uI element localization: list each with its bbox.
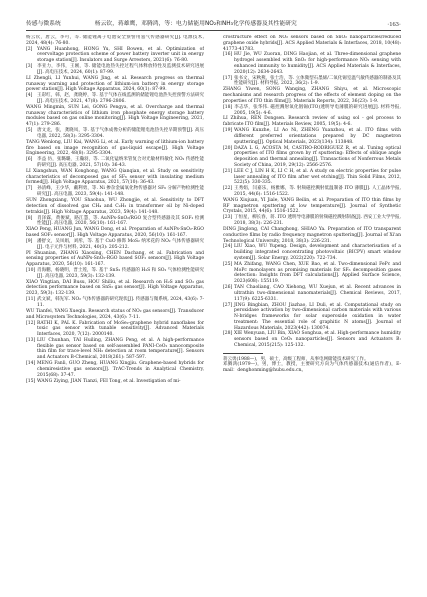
- author-bio: 邓腾鸿(1979—)，男，博士，教授，主要研究方向为气体传感器技术(通信作者)，E-mail：denghonming@hubu.edu.cn。: [223, 362, 401, 374]
- reference-text: LI Zhihua, REN Dongsen. Research review of using sol - gel process to fabricate ITO film[J]. Materials Review, 2005, 19(5): 4-6.: [223, 116, 401, 128]
- reference-entry: [26, 35, 204, 47]
- reference-column-left: [26, 35, 204, 593]
- reference-text: RATHI K, PAL K. Fabrication of MoSe₂-graphene hybrid nanoflakes for toxic gas sensor with tunable sensitivity[J]. Advanced Materials Interfaces, 2020, 7(12): 2000140.: [37, 320, 204, 337]
- reference-entry: [26, 338, 204, 361]
- reference-number: [25]: [223, 261, 233, 267]
- author-bios: [223, 357, 401, 374]
- reference-text: 肖海鹏，杨晓明，晋士莲，等. 基于 SnS₂ 传感器的 H₂S 和 SO₂ 气体检测性能研究[J]. 高压电器, 2023, 59(3): 132-139.: [37, 268, 204, 279]
- reference-number: [5]: [26, 128, 33, 134]
- reference-text: XIAO Yingtian, DAI Busu, HOU Shiliu, et al. Research on H₂S and SO₂ gas detection performance based on SnS₂ gas sensor[J]. High Voltage Apparatus, 2023, 59(3): 132-139.: [26, 279, 204, 297]
- journal-name: 传感与微系统: [26, 21, 61, 27]
- reference-text: 肖泽霖，黄俊斌，路江慧，等. AuNPs-SnO₂/RGO 复合型传感器及其 SOF₂ 检测性能[J]. 高压电器, 2020, 56(10): 161-167.: [37, 215, 204, 227]
- running-header: [26, 19, 401, 30]
- reference-number: [8]: [26, 215, 33, 221]
- reference-entry: [26, 251, 204, 268]
- reference-number: [3]: [26, 64, 33, 70]
- reference-entry: [223, 128, 401, 145]
- reference-text: 孙清峰，王少华，戴利勇，等. Ni 掺杂金属氧化物传感器对 SF₆ 分解产物检测性能研究[J]. 高压电器, 2023, 59(4): 141-148.: [37, 186, 204, 198]
- reference-entry: [223, 169, 401, 186]
- reference-text: WANG Mingmin, SUN Lei, GONG Pengya, et al. Overcharge and thermal runaway characteristics of lithium iron phosphate energy storage battery modules based on gas online monitoring[J]. High Voltage Engineering, 2021, 47(1): 279-286.: [26, 104, 204, 128]
- reference-number: [20]: [223, 145, 233, 151]
- reference-entry: [223, 87, 401, 104]
- reference-text: 武文斌，韩先军. NO₂ 气体传感器的研究现状[J]. 传感器与微系统, 2024, 43(6): 7-11.: [37, 297, 204, 308]
- reference-number: [14]: [26, 361, 36, 367]
- reference-entry: [26, 309, 204, 321]
- reference-entry: [223, 116, 401, 128]
- reference-number: [19]: [223, 128, 233, 134]
- reference-text: 李益 仿，张璐璐，王瀚羽，等. 二氧化锰纳米管复合对光敏材料敏化 NO₂ 传感性能的研究[J]. 高压电器, 2021, 57(10): 36-43.: [37, 157, 204, 168]
- reference-number: [6]: [26, 157, 33, 163]
- reference-text: LEE C J, LIN H K, LI C H, et al. A study on electric properties for pulse laser annealing of ITO film after wet etching[J]. Thin Solid Films, 2012, 522(5): 330-335.: [234, 168, 401, 186]
- reference-text: LIU Xiao, WU Yupeng. Design, development and characterisation of a building integrated concentrating photovoltaic (BICPV) smart window system[J]. Solar Energy, 2022(220): 722-734.: [234, 244, 401, 261]
- reference-text: ZHANG Yiwen, SONG Wanqing, ZHANG Shiyu, et al. Microscopic mechanisms and research progress of the effects of element doping on the properties of ITO thin films[J]. Materials Reports, 2022, 36(23): 1-9.: [223, 87, 401, 104]
- reference-text: TAN Chaoliang, CAO Xiehong, WU Xuejun, et al. Recent advances in ultrathin two-dimensional nanomaterials[J]. Chemical Reviews, 2017, 117(9): 6225-6331.: [234, 285, 401, 302]
- reference-entry: [223, 186, 401, 198]
- reference-text: XIE Wenyuan, LIU Bin, XIAO Songhua, et al. High-performance humidity sensors based on CeO₂ nanoparticles[J]. Sensors and Actuators B: Chemical, 2015(215): 125-132.: [234, 331, 401, 348]
- reference-text: WANG Kunzhe, LI Ao Ni, ZHENG Yuanzhou, et al. ITO films with different preferred orientations prepared by DC magnetron sputtering[J]. Optical Materials, 2023(134): 113848.: [234, 128, 401, 145]
- reference-number: [9]: [26, 238, 33, 244]
- reference-entry: [223, 285, 401, 302]
- reference-number: [18]: [223, 104, 233, 110]
- reference-text: 杨云钦，唐云，李可，等. 储能锂离子电池安全预警用氢气传感器研究[J]. 电源技术, 2024, 48(4): 76-80.: [26, 35, 204, 46]
- reference-text: MA Zhifang, WANG Chen, XUE Bao, et al. Two-dimensional FePc and MoPc monolayers as promising materials for SF₆ decomposition gases detection: Insights from DFT calculations[J]. Applied Surface Science, 2023(608): 155119.: [234, 261, 401, 285]
- reference-entry: [223, 303, 401, 332]
- reference-entry: [223, 198, 401, 215]
- reference-text: 李亚力，李伟，王刚，等. 储能电池热失控过程气体释放特性及监测技术研究进展[J]. 高电压技术, 2024, 60(1): 87-99.: [37, 64, 204, 75]
- header-rule: [26, 30, 401, 31]
- reference-entry: [26, 321, 204, 338]
- reference-number: [7]: [26, 186, 33, 192]
- reference-number: [26]: [223, 285, 233, 291]
- reference-column-right: [223, 35, 401, 593]
- reference-number: [15]: [26, 378, 36, 384]
- reference-number: [16]: [223, 52, 233, 58]
- reference-text: PI Shuanian, ZHANG Xiaoxing, CHEN Dachang, et al. Fabrication and sensing properties of AuNPs-SnO₂-RGO based SOF₂ sensors[J]. High Voltage Apparatus, 2020, 56(10): 161-167.: [26, 250, 204, 268]
- reference-text: DING Jinglong, CAI Changhong, SHIAO Ya. Preparation of ITO transparent conductive films by radio frequency magnetron sputtering[J]. Journal of Xi'an Technological University, 2018, 38(3): 226-231.: [223, 227, 401, 244]
- reference-text: WU Tianfei, YANG Xueqin. Research status of NO₂ gas sensors[J]. Transducer and Microsystem Technologies, 2024, 43(6): 7-11.: [26, 308, 204, 320]
- reference-text: LI Xiangshun, WAN Konghong, WANG Qianqian, et al. Study on sensitivity characteristics of decomposed gas of SF₆ sensor with insulating medium formed[J]. High Voltage Apparatus, 2021, 57(10): 36-43.: [26, 168, 204, 186]
- reference-entry: [223, 227, 401, 244]
- reference-entry: [26, 198, 204, 215]
- reference-number: [10]: [26, 268, 36, 273]
- reference-text: crostructure effect on NO₂ sensors based on SnO₂ nanoparticles/reduced graphene oxide hybrids[J]. ACS Applied Materials & Interfaces, 2018, 10(48): 41773-41783.: [223, 35, 401, 52]
- reference-number: [2]: [26, 46, 33, 52]
- reference-entry: [26, 379, 204, 385]
- running-article-title: 杨云钦，蒋雄鹰，邓腾鸿，等：电力储能用NO₂和NH₃化学传感器及其性能研究: [94, 21, 297, 27]
- footnote-rule: [223, 353, 263, 354]
- reference-text: WANG Xiujuan, YI Jiale, YANG Beilin, et al. Preparation of ITO thin films by RF magnetron sputtering at low temperature[J]. Journal of Synthetic Crystals, 2015, 44(6): 1516-1522.: [223, 197, 401, 215]
- reference-number: [23]: [223, 215, 233, 221]
- reference-text: 唐文龙，张，龚晓凤，等. 基于气体成像分析的储能锂电池热失控早期预警[J]. 高压电器, 2022, 58(3): 3295-3304.: [37, 128, 204, 139]
- reference-text: 王秀娟，闫嘉乐，杨雅娜，等. 射频磁控溅射低温制备 ITO 薄膜[J]. 人工晶体学报, 2015, 44(6): 1516-1522.: [234, 186, 401, 197]
- reference-entry: [26, 169, 204, 186]
- reference-text: JING Bingbian, ZHOU Jiazhao, LI Duli, et al. Computational study on peroxidase activation by two-dimensional carbon materials with various N-bridges frameworks for solar superoxide oxidation in water treatment: The essential role of graphitic N atoms[J]. Journal of Hazardous Materials, 2023(442): 130074.: [234, 302, 401, 331]
- reference-text: MENG Fanli, GUO Zheng, HUANG Xingjiu. Graphene-based hybrids for chemiresistive gas sensors[J]. TrAC-Trends in Analytical Chemistry, 2015(68): 37-47.: [37, 361, 204, 378]
- reference-text: 张书文，宋秋燕，张士浩，等. 立体微型石墨烯/二氧化锡室温气敏传感器的制备及其性能研究[J]. 材料导报, 2022, 36(2): 1-9.: [234, 75, 401, 87]
- reference-text: WANG Ziying, JIAN Tianzi, FEI Tong, et al. Investigation of mi-: [37, 378, 181, 384]
- reference-entry: [223, 262, 401, 285]
- reference-text: 丁恒星，柳长春，蒋. ITO 透明导电薄膜的射频磁控溅射制备[J]. 西安工业大学学报, 2018, 38(3): 226-231.: [234, 215, 401, 227]
- reference-text: 李志华，张华伟. 磁控溅射氧化铟锡(ITO)透明导电薄膜的研究进展[J]. 材料导报, 2005, 19(5): 4-6.: [234, 104, 401, 116]
- reference-entry: [26, 268, 204, 280]
- reference-text: LI Zhengli, LI Yunhui, WANG Jing, et al. Research progress on thermal runaway warning and protection of lithium-ion battery in energy storage power station[J]. High Voltage Apparatus, 2024, 60(1): 87-99.: [26, 75, 204, 93]
- reference-text: XIAO Peng, HUANG Jun, WANG Dong, et al. Preparation of AuNPs-SnO₂-RGO based SOF₂ sensor[J]. High Voltage Apparatus, 2020, 56(10): 161-167.: [26, 227, 204, 238]
- reference-entry: [223, 244, 401, 261]
- reference-entry: [26, 47, 204, 64]
- reference-entry: [26, 297, 204, 309]
- reference-text: 王彩红，韩，赵，龚晓婷，等. 基于气体在线监测的储能锂电池热失控预警方法研究[J]. 高电压技术, 2021, 47(8): 2796-2806.: [37, 93, 204, 104]
- reference-text: SUN Zhongxiang, YOU Shaohua, WU Zhongjie, et al. Sensitivity to DFT detection of dissolved gas CH₄ and C₂H₂ in transformer oil by Ni-doped tetrakis[J]. High Voltage Apparatus, 2023, 59(4): 141-148.: [26, 198, 204, 215]
- reference-text: DAZA L G, ACOSTA M, CASTRO-RODRIGUEZ R, et al. Tuning optical properties of ITO films grown by rf sputtering: Effects of oblique angle deposition and thermal annealing[J]. Transactions of Nonferrous Metals Society of China, 2019, 29(12): 2566-2576.: [234, 145, 401, 168]
- reference-entry: [26, 280, 204, 297]
- reference-number: [17]: [223, 75, 233, 81]
- reference-entry: [223, 105, 401, 117]
- reference-number: [27]: [223, 302, 233, 308]
- author-bio: 蒋云勇(1988—)，男，硕士，高级工程师，从事电网储能技术研究工作。: [223, 356, 369, 362]
- reference-text: HU Jie, WU Zuoran, DING Haojian, et al. Three-dimensional graphene hydrogel assembled with SnO₂ for high-performance NO₂ sensing with enhanced immunity to humidity[J]. ACS Applied Materials & Interfaces, 2020(12): 2634-2643.: [234, 52, 401, 75]
- reference-entry: [223, 76, 401, 88]
- reference-number: [13]: [26, 337, 36, 343]
- reference-list-right: [223, 35, 401, 349]
- reference-entry: [223, 331, 401, 348]
- reference-text: 潘舒文，吴凤娟，刘彤，等. 基于 CuO 修饰 MoS₂ 纳米花的 NO₂ 气体传感器研究[J]. 电子元件与材料, 2021, 40(3): 205-212.: [37, 238, 204, 250]
- reference-entry: [26, 239, 204, 251]
- reference-entry: [223, 215, 401, 227]
- page-number: ·163·: [387, 21, 401, 28]
- reference-number: [4]: [26, 93, 33, 99]
- reference-entry: [26, 105, 204, 128]
- reference-entry: [223, 52, 401, 75]
- reference-entry: [26, 216, 204, 228]
- reference-entry: [26, 361, 204, 378]
- reference-entry: [26, 64, 204, 76]
- reference-entry: [26, 93, 204, 105]
- reference-number: [11]: [26, 297, 36, 303]
- reference-entry: [26, 157, 204, 169]
- reference-entry: [26, 76, 204, 93]
- reference-entry: [26, 128, 204, 140]
- reference-entry: [26, 227, 204, 239]
- reference-entry: [26, 186, 204, 198]
- reference-text: TANG Wenlong, LIU Kai, WANG Li, et al. Early warning of lithium-ion battery fire based on image recognition of gas-liquid escape[J]. High Voltage Engineering, 2022, 48(8): 3295-3304.: [26, 139, 204, 157]
- reference-number: [21]: [223, 168, 233, 174]
- reference-entry: [223, 146, 401, 169]
- reference-number: [12]: [26, 320, 36, 326]
- reference-text: YANG Huanhong, HONG Yu, SHI Bowen, et al. Optimization of overvoltage protection scheme of power battery inverter unit in energy storage station[J]. Insulators and Surge Arresters, 2021(6): 76-80.: [37, 46, 204, 64]
- reference-entry: [26, 140, 204, 157]
- reference-number: [22]: [223, 186, 233, 192]
- reference-number: [24]: [223, 244, 233, 250]
- reference-text: LIU Chunhan, TAI Huiling, ZHANG Peng, et al. A high-performance flexible gas sensor based on self-assembled PANI-CeO₂ nanocomposite thin film for trace-level NH₃ detection at room temperature[J]. Sensors and Actuators B-Chemical, 2018(261): 587-597.: [37, 337, 204, 361]
- reference-entry: [223, 35, 401, 52]
- reference-number: [28]: [223, 331, 233, 337]
